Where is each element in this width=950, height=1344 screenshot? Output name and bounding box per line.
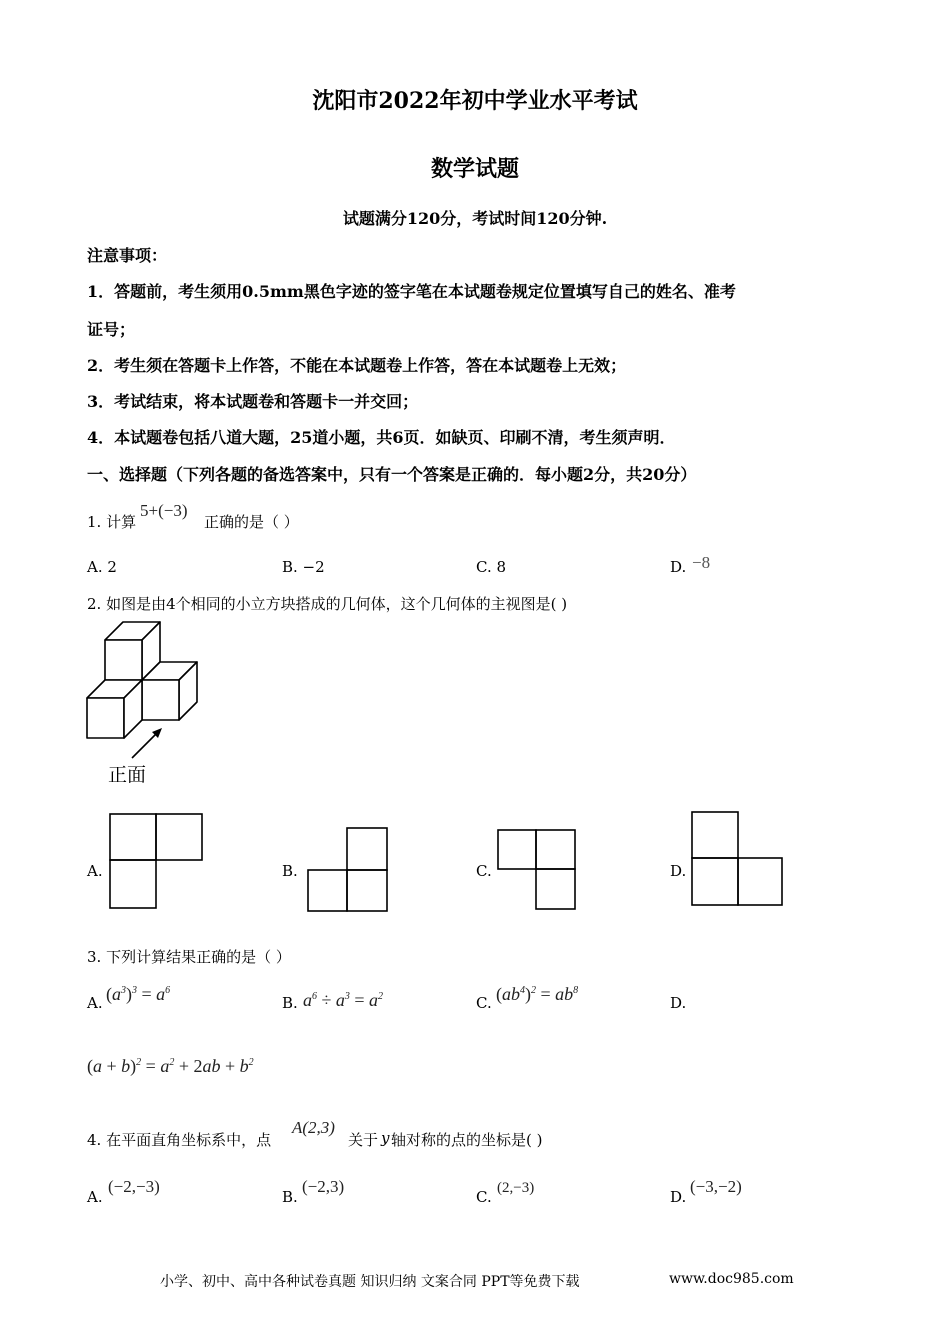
q1-option-c: C. 8 xyxy=(476,558,507,576)
q4-option-b-value: (−2,3) xyxy=(302,1177,345,1196)
notice-item-4: 4．本试题卷包括八道大题，25道小题，共6页．如缺页、印刷不清，考生须声明． xyxy=(87,428,676,447)
q3-option-a-expression: $(a^3)^3 = a^6$ xyxy=(106,984,171,1004)
q1-prefix: 1. 计算 xyxy=(87,513,137,531)
notice-item-3: 3．考试结束，将本试题卷和答题卡一并交回； xyxy=(87,392,419,411)
q4-option-d-label: D. xyxy=(670,1188,687,1206)
q1-option-d: D. xyxy=(670,558,687,576)
footer-url[interactable]: www.doc985.com xyxy=(669,1271,794,1287)
q4-prefix: 4. 在平面直角坐标系中，点 xyxy=(87,1131,272,1149)
q3-option-d-expression: $(a + b)^2 = a^2 + 2ab + b^2$ xyxy=(87,1056,254,1076)
q4-option-c-label: C. xyxy=(476,1188,492,1206)
q3-option-b-expression: $a^6 \div a^3 = a^2$ xyxy=(303,990,384,1010)
exam-info: 试题满分120分，考试时间120分钟. xyxy=(342,209,608,228)
q2-option-c-label: C. xyxy=(476,862,492,880)
q4-middle: 关于 xyxy=(348,1131,379,1149)
q2-option-d-figure xyxy=(690,810,786,908)
q2-option-a-figure xyxy=(108,812,204,912)
q3-option-d-label: D. xyxy=(670,994,687,1012)
q4-suffix: 轴对称的点的坐标是( ) xyxy=(391,1131,543,1149)
notice-heading: 注意事项： xyxy=(87,246,168,265)
q1-suffix: 正确的是（ ） xyxy=(204,513,299,531)
q3-option-b-label: B. xyxy=(282,994,298,1012)
section-1-heading: 一、选择题（下列各题的备选答案中，只有一个答案是正确的．每小题2分，共20分） xyxy=(87,465,697,484)
q2-option-b-figure xyxy=(306,826,390,914)
q1-option-b: B. −2 xyxy=(282,558,325,576)
notice-item-2: 2．考生须在答题卡上作答，不能在本试题卷上作答，答在本试题卷上无效； xyxy=(87,356,627,375)
q3-text: 3. 下列计算结果正确的是（ ） xyxy=(87,948,291,966)
q2-solid-figure xyxy=(80,618,220,788)
q3-option-c-label: C. xyxy=(476,994,492,1012)
page-title: 沈阳市2022年初中学业水平考试 xyxy=(312,88,638,114)
q1-option-a: A. 2 xyxy=(87,558,117,576)
page-subtitle: 数学试题 xyxy=(430,156,519,182)
q2-option-a-label: A. xyxy=(87,862,103,880)
notice-item-1-cont: 证号； xyxy=(87,320,136,339)
notice-item-1: 1．答题前，考生须用0.5mm黑色字迹的签字笔在本试题卷规定位置填写自己的姓名、准考 xyxy=(87,282,736,301)
q2-text: 2. 如图是由4个相同的小立方块搭成的几何体，这个几何体的主视图是( ) xyxy=(87,595,568,613)
q4-option-c-value: (2,−3) xyxy=(497,1180,535,1196)
q4-var: y xyxy=(381,1129,390,1147)
q3-option-c-expression: $(ab^4)^2 = ab^8$ xyxy=(496,984,579,1004)
q4-option-d-value: (−3,−2) xyxy=(690,1177,742,1196)
q3-option-a-label: A. xyxy=(87,994,103,1012)
q2-option-c-figure xyxy=(496,828,578,912)
q4-option-a-value: (−2,−3) xyxy=(108,1177,160,1196)
footer-text: 小学、初中、高中各种试卷真题 知识归纳 文案合同 PPT等免费下载 xyxy=(160,1274,580,1290)
q1-option-d-value: −8 xyxy=(692,553,711,572)
q2-option-d-label: D. xyxy=(670,862,687,880)
q4-option-a-label: A. xyxy=(87,1188,103,1206)
q4-option-b-label: B. xyxy=(282,1188,298,1206)
q1-expression: 5+(−3) xyxy=(140,501,188,520)
q4-point: A(2,3) xyxy=(292,1118,335,1137)
q2-option-b-label: B. xyxy=(282,862,298,880)
q2-front-label: 正面 xyxy=(108,764,147,786)
